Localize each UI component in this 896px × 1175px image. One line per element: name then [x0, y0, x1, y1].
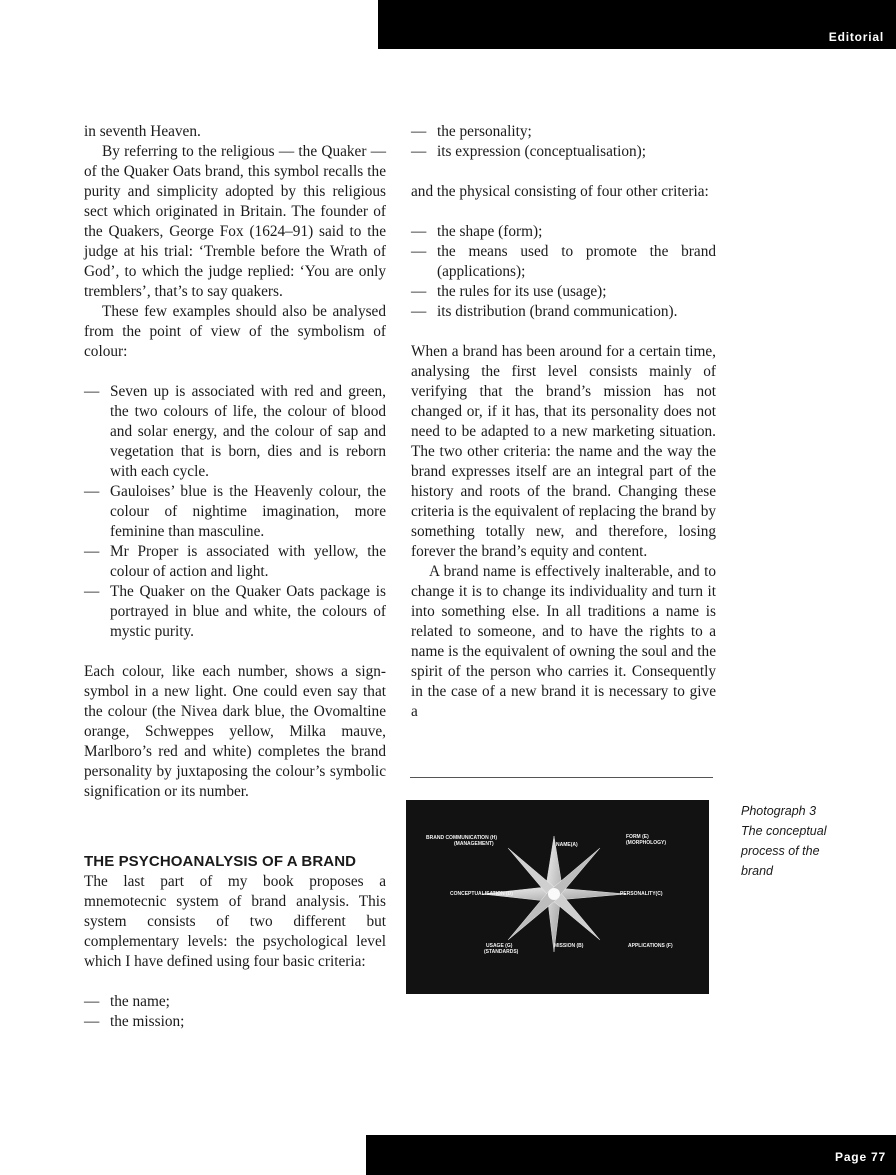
- label-usage-sub: (STANDARDS): [484, 949, 519, 955]
- list-item: — the shape (form);: [411, 222, 716, 242]
- label-personality: PERSONALITY(C): [620, 891, 663, 897]
- list-item: — the personality;: [411, 122, 716, 142]
- paragraph: A brand name is effectively inalterable, and to change it is to change its individuality and turn it into something else. In all traditions a name is related to someone, and to have the rights to a name is the equivalent of owning the soul and the spirit of the person who carries it. Consequently in the case of a new brand it is necessary to give a: [411, 563, 716, 720]
- list-item: — the rules for its use (usage);: [411, 282, 716, 302]
- label-applications: APPLICATIONS (F): [628, 943, 673, 949]
- list-item: — Mr Proper is associated with yellow, the colour of action and light.: [84, 542, 386, 582]
- center-node: [548, 888, 560, 900]
- label-form: FORM (E): [626, 834, 649, 840]
- footer-bar: [366, 1135, 896, 1175]
- star-diagram: [406, 800, 709, 994]
- list-item: — Seven up is associated with red and green, the two colours of life, the colour of blood and solar energy, and the colour of sap and vegetation that is born, dies and is reborn with each cycle.: [84, 382, 386, 482]
- list-item: — Gauloises’ blue is the Heavenly colour, the colour of nightime imagination, more feminine than masculine.: [84, 482, 386, 542]
- list-item: — The Quaker on the Quaker Oats package is portrayed in blue and white, the colours of mystic purity.: [84, 582, 386, 642]
- caption-line: process of the: [741, 844, 820, 858]
- label-usage: USAGE (G): [486, 943, 513, 949]
- left-column: [84, 122, 386, 1032]
- label-form-sub: (MORPHOLOGY): [626, 840, 666, 846]
- list-item: — the name;: [84, 992, 386, 1012]
- page-number: Page 77: [835, 1150, 886, 1164]
- photo-caption: [741, 801, 871, 881]
- caption-line: brand: [741, 864, 773, 878]
- label-brand-communication-sub: (MANAGEMENT): [454, 841, 494, 847]
- label-conceptualisation: CONCEPTUALISATION (D): [450, 891, 513, 897]
- colour-list: [84, 382, 386, 642]
- label-brand-communication: BRAND COMMUNICATION (H): [426, 835, 498, 841]
- list-item: — its expression (conceptualisation);: [411, 142, 716, 162]
- divider: [410, 777, 713, 778]
- paragraph: Each colour, like each number, shows a sign-symbol in a new light. One could even say that the colour (the Nivea dark blue, the Ovomaltine orange, Schweppes yellow, Milka mauve, Marlboro’s red and white) completes the brand personality by juxtaposing the colour’s symbolic signification or its number.: [84, 663, 386, 800]
- list-item: — the mission;: [84, 1012, 386, 1032]
- list-item: — the means used to promote the brand (applications);: [411, 242, 716, 282]
- list-item: — its distribution (brand communication).: [411, 302, 716, 322]
- section-heading: THE PSYCHOANALYSIS OF A BRAND: [84, 853, 357, 870]
- paragraph: These few examples should also be analysed from the point of view of the symbolism of colour:: [84, 303, 386, 360]
- physical-list: [411, 222, 716, 322]
- paragraph: When a brand has been around for a certain time, analysing the first level consists mainly of verifying that the brand’s mission has not changed or, if it has, that its personality does not need to be adapted to a new marketing situation. The two other criteria: the name and the way the brand expresses itself are an integral part of the history and roots of the brand. Changing these criteria is the equivalent of replacing the brand by something totally new, and therefore, losing forever the brand’s equity and content.: [411, 343, 716, 560]
- right-column: [411, 122, 716, 722]
- caption-line: Photograph 3: [741, 804, 817, 818]
- header-bar: [378, 0, 896, 49]
- paragraph: By referring to the religious — the Quaker — of the Quaker Oats brand, this symbol recalls the purity and simplicity adopted by this religious sect which originated in Britain. The founder of the Quakers, George Fox (1624–91) said to the judge at his trial: ‘Tremble before the Wrath of God’, to which the judge replied: ‘You are only tremblers’, that’s to say quakers.: [84, 143, 386, 300]
- paragraph: and the physical consisting of four other criteria:: [411, 183, 709, 200]
- paragraph: in seventh Heaven.: [84, 123, 201, 140]
- criteria-list-continued: [411, 122, 716, 162]
- paragraph: The last part of my book proposes a mnemotecnic system of brand analysis. This system consists of two different but complementary levels: the psychological level which I have defined using four basic criteria:: [84, 873, 386, 970]
- section-label: Editorial: [828, 30, 884, 44]
- label-mission: MISSION (B): [554, 943, 584, 949]
- caption-line: The conceptual: [741, 824, 827, 838]
- brand-concept-photo: [406, 800, 709, 994]
- criteria-list: [84, 992, 386, 1032]
- label-name: NAME(A): [556, 842, 578, 848]
